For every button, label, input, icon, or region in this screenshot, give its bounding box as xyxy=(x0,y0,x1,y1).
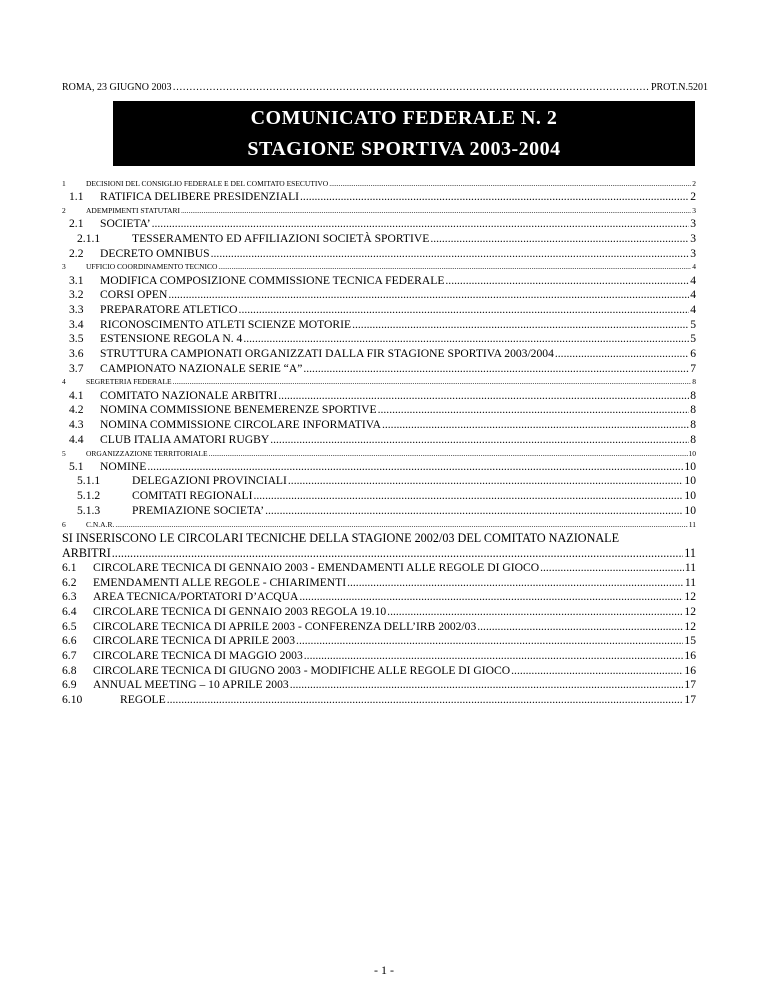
toc-entry[interactable] xyxy=(62,332,696,347)
toc-entry-number: 6.2 xyxy=(62,575,77,589)
toc-dot-leader xyxy=(288,474,684,488)
toc-entry[interactable] xyxy=(62,347,696,362)
toc-entry-label: ORGANIZZAZIONE TERRITORIALE xyxy=(86,448,208,458)
header-dot-leader xyxy=(172,82,650,93)
toc-entry[interactable] xyxy=(62,489,696,504)
toc-entry[interactable] xyxy=(62,561,696,576)
toc-entry-number: 3.6 xyxy=(69,347,84,361)
toc-entry[interactable] xyxy=(62,318,696,333)
toc-entry-page: 4 xyxy=(690,288,696,302)
toc-entry[interactable] xyxy=(62,693,696,708)
toc-entry-wrapped[interactable] xyxy=(62,531,696,561)
toc-entry-page: 8 xyxy=(690,432,696,446)
toc-entry-page: 11 xyxy=(684,545,696,560)
toc-dot-leader xyxy=(347,576,684,590)
toc-entry-label: PREPARATORE ATLETICO xyxy=(100,303,238,317)
toc-entry-page: 8 xyxy=(692,377,696,387)
toc-entry[interactable] xyxy=(62,590,696,605)
toc-entry[interactable] xyxy=(62,303,696,318)
toc-entry-label: C.N.A.R. xyxy=(86,519,115,529)
toc-entry-page: 10 xyxy=(684,474,696,488)
toc-entry-label: CIRCOLARE TECNICA DI GENNAIO 2003 REGOLA 19.10 xyxy=(93,604,387,618)
toc-entry[interactable] xyxy=(62,448,696,460)
toc-entry-label: DECISIONI DEL CONSIGLIO FEDERALE E DEL COMITATO ESECUTIVO xyxy=(86,179,329,188)
toc-entry-page: 11 xyxy=(684,560,696,574)
toc-dot-leader xyxy=(304,649,684,663)
toc-entry-label: DECRETO OMNIBUS xyxy=(100,246,210,260)
toc-entry-label: ANNUAL MEETING – 10 APRILE 2003 xyxy=(93,678,289,692)
toc-dot-leader xyxy=(303,362,689,376)
toc-entry-number: 6.8 xyxy=(62,663,77,677)
toc-entry-page: 5 xyxy=(690,332,696,346)
toc-entry-label: CORSI OPEN xyxy=(100,288,168,302)
toc-entry-number: 6.9 xyxy=(62,678,77,692)
toc-entry-page: 10 xyxy=(688,448,696,458)
toc-dot-leader xyxy=(296,634,683,648)
toc-entry-label: REGOLE xyxy=(120,693,166,707)
toc-entry-label: RATIFICA DELIBERE PRESIDENZIALI xyxy=(100,190,300,204)
toc-dot-leader xyxy=(168,288,689,302)
toc-entry[interactable] xyxy=(62,178,696,190)
toc-entry[interactable] xyxy=(62,418,696,433)
toc-entry-label: SOCIETA’ xyxy=(100,217,151,231)
toc-entry-number: 3.7 xyxy=(69,361,84,375)
toc-dot-leader xyxy=(265,504,683,518)
toc-dot-leader xyxy=(239,303,690,317)
toc-entry-page: 11 xyxy=(688,519,696,529)
toc-entry[interactable] xyxy=(62,433,696,448)
season-subtitle: STAGIONE SPORTIVA 2003-2004 xyxy=(247,138,561,160)
toc-entry[interactable] xyxy=(62,620,696,635)
toc-entry-label: DELEGAZIONI PROVINCIALI xyxy=(132,474,287,488)
toc-dot-leader xyxy=(218,261,691,273)
toc-entry-page: 17 xyxy=(684,693,696,707)
toc-dot-leader xyxy=(555,347,689,361)
toc-entry-number: 5.1.2 xyxy=(77,489,101,503)
toc-entry-number: 5.1.1 xyxy=(77,474,101,488)
toc-entry-number: 6.10 xyxy=(62,693,83,707)
toc-entry-page: 3 xyxy=(690,217,696,231)
toc-entry-page: 12 xyxy=(684,590,696,604)
toc-entry[interactable] xyxy=(62,232,696,247)
toc-dot-leader xyxy=(147,460,683,474)
toc-entry-label: CIRCOLARE TECNICA DI APRILE 2003 - CONFERENZA DELL’IRB 2002/03 xyxy=(93,619,477,633)
toc-entry-number: 2.2 xyxy=(69,246,84,260)
toc-entry-label: MODIFICA COMPOSIZIONE COMMISSIONE TECNICA FEDERALE xyxy=(100,273,445,287)
toc-entry[interactable] xyxy=(62,634,696,649)
toc-entry-page: 4 xyxy=(692,262,696,272)
toc-entry-page: 16 xyxy=(684,663,696,677)
toc-entry-page: 10 xyxy=(684,489,696,503)
toc-entry-page: 8 xyxy=(690,418,696,432)
toc-entry-label: NOMINA COMMISSIONE BENEMERENZE SPORTIVE xyxy=(100,403,377,417)
toc-entry[interactable] xyxy=(62,403,696,418)
toc-entry-page: 4 xyxy=(690,303,696,317)
toc-entry-label-continued: ARBITRI xyxy=(62,545,111,560)
toc-entry-page: 17 xyxy=(684,678,696,692)
page-number: - 1 - xyxy=(374,963,394,977)
toc-dot-leader xyxy=(387,605,683,619)
toc-entry[interactable] xyxy=(62,205,696,217)
toc-dot-leader xyxy=(430,232,689,246)
toc-entry-page: 7 xyxy=(690,361,696,375)
toc-dot-leader xyxy=(540,561,684,575)
toc-dot-leader xyxy=(243,332,689,346)
toc-entry[interactable] xyxy=(62,274,696,289)
table-of-contents xyxy=(62,178,696,708)
toc-dot-leader xyxy=(445,274,689,288)
toc-dot-leader xyxy=(299,590,683,604)
toc-dot-leader xyxy=(382,418,689,432)
toc-entry-page: 8 xyxy=(690,403,696,417)
toc-entry-label: TESSERAMENTO ED AFFILIAZIONI SOCIETÀ SPORTIVE xyxy=(132,231,430,245)
toc-entry-number: 6 xyxy=(62,519,66,529)
toc-entry-page: 10 xyxy=(684,503,696,517)
document-title: COMUNICATO FEDERALE N. 2 xyxy=(250,107,558,129)
toc-entry-label: ESTENSIONE REGOLA N. 4 xyxy=(100,332,243,346)
toc-entry[interactable] xyxy=(62,678,696,693)
toc-entry-number: 1.1 xyxy=(69,190,84,204)
toc-entry[interactable] xyxy=(62,376,696,388)
toc-dot-leader xyxy=(253,489,683,503)
toc-entry-number: 4.3 xyxy=(69,418,84,432)
toc-entry-number: 5 xyxy=(62,448,66,458)
toc-entry-number: 5.1.3 xyxy=(77,503,101,517)
toc-entry-number: 6.4 xyxy=(62,604,77,618)
toc-entry-number: 2.1.1 xyxy=(77,231,101,245)
toc-entry[interactable] xyxy=(62,605,696,620)
toc-entry-label: SEGRETERIA FEDERALE xyxy=(86,377,172,387)
toc-dot-leader xyxy=(112,546,684,561)
toc-entry-page: 12 xyxy=(684,619,696,633)
toc-dot-leader xyxy=(211,247,690,261)
toc-entry-number: 3 xyxy=(62,262,66,272)
toc-entry-page: 2 xyxy=(690,190,696,204)
toc-entry-label: AREA TECNICA/PORTATORI D’ACQUA xyxy=(93,590,299,604)
toc-entry-label: NOMINE xyxy=(100,459,147,473)
toc-entry[interactable] xyxy=(62,474,696,489)
toc-dot-leader xyxy=(270,433,689,447)
toc-entry-page: 11 xyxy=(684,575,696,589)
toc-entry-label: RICONOSCIMENTO ATLETI SCIENZE MOTORIE xyxy=(100,317,352,331)
toc-entry[interactable] xyxy=(62,190,696,205)
header-date: ROMA, 23 GIUGNO 2003 xyxy=(62,82,172,93)
toc-dot-leader xyxy=(278,389,689,403)
toc-entry-label: CIRCOLARE TECNICA DI GIUGNO 2003 - MODIFICHE ALLE REGOLE DI GIOCO xyxy=(93,663,511,677)
toc-entry-page: 2 xyxy=(692,179,696,188)
toc-dot-leader xyxy=(477,620,683,634)
toc-entry-number: 3.1 xyxy=(69,273,84,287)
toc-dot-leader xyxy=(300,190,689,204)
toc-entry-number: 4.1 xyxy=(69,388,84,402)
toc-dot-leader xyxy=(115,519,687,531)
toc-entry-number: 4.4 xyxy=(69,432,84,446)
toc-entry-page: 3 xyxy=(692,205,696,215)
toc-entry-page: 3 xyxy=(690,246,696,260)
toc-entry-label: CAMPIONATO NAZIONALE SERIE “A” xyxy=(100,361,303,375)
toc-entry-number: 3.2 xyxy=(69,288,84,302)
toc-entry-label: PREMIAZIONE SOCIETA’ xyxy=(132,503,265,517)
toc-entry-number: 6.7 xyxy=(62,648,77,662)
toc-entry-number: 5.1 xyxy=(69,459,84,473)
toc-entry[interactable] xyxy=(62,460,696,475)
toc-entry-number: 3.4 xyxy=(69,317,84,331)
toc-entry-page: 12 xyxy=(684,604,696,618)
toc-entry-label: COMITATO NAZIONALE ARBITRI xyxy=(100,388,278,402)
toc-entry-label: NOMINA COMMISSIONE CIRCOLARE INFORMATIVA xyxy=(100,418,381,432)
toc-entry-label: CLUB ITALIA AMATORI RUGBY xyxy=(100,432,270,446)
toc-entry-label: CIRCOLARE TECNICA DI APRILE 2003 xyxy=(93,634,296,648)
toc-entry-number: 2 xyxy=(62,205,66,215)
toc-entry-number: 6.6 xyxy=(62,634,77,648)
toc-dot-leader xyxy=(352,318,689,332)
toc-entry[interactable] xyxy=(62,261,696,273)
toc-entry-number: 3.3 xyxy=(69,303,84,317)
toc-entry-label: UFFICIO COORDINAMENTO TECNICO xyxy=(86,262,218,272)
toc-entry[interactable] xyxy=(62,519,696,531)
toc-entry[interactable] xyxy=(62,288,696,303)
toc-entry-label: ADEMPIMENTI STATUTARI xyxy=(86,205,181,215)
toc-entry-page: 16 xyxy=(684,648,696,662)
toc-entry[interactable] xyxy=(62,664,696,679)
toc-entry-number: 2.1 xyxy=(69,217,84,231)
toc-dot-leader xyxy=(173,376,692,388)
toc-dot-leader xyxy=(152,217,690,231)
toc-entry-page: 8 xyxy=(690,388,696,402)
toc-entry-number: 1 xyxy=(62,179,66,188)
toc-entry[interactable] xyxy=(62,389,696,404)
toc-entry-label: CIRCOLARE TECNICA DI MAGGIO 2003 xyxy=(93,648,303,662)
toc-entry[interactable] xyxy=(62,576,696,591)
toc-entry-number: 4 xyxy=(62,377,66,387)
toc-dot-leader xyxy=(511,664,683,678)
toc-entry-number: 6.5 xyxy=(62,619,77,633)
toc-entry-label: CIRCOLARE TECNICA DI GENNAIO 2003 - EMENDAMENTI ALLE REGOLE DI GIOCO xyxy=(93,560,540,574)
toc-entry[interactable] xyxy=(62,217,696,232)
toc-entry-page: 3 xyxy=(690,231,696,245)
toc-dot-leader xyxy=(209,448,688,460)
toc-entry-number: 4.2 xyxy=(69,403,84,417)
toc-entry-number: 3.5 xyxy=(69,332,84,346)
toc-entry-page: 4 xyxy=(690,273,696,287)
toc-entry-page: 10 xyxy=(684,459,696,473)
toc-dot-leader xyxy=(181,205,691,217)
toc-entry-label: COMITATI REGIONALI xyxy=(132,489,253,503)
toc-entry[interactable] xyxy=(62,247,696,262)
toc-entry-label: STRUTTURA CAMPIONATI ORGANIZZATI DALLA FIR STAGIONE SPORTIVA 2003/2004 xyxy=(100,347,554,361)
toc-dot-leader xyxy=(167,693,684,707)
toc-entry-number: 6.1 xyxy=(62,560,77,574)
toc-entry-number: 6.3 xyxy=(62,590,77,604)
toc-entry-page: 15 xyxy=(684,634,696,648)
toc-entry-label: SI INSERISCONO LE CIRCOLARI TECNICHE DELLA STAGIONE 2002/03 DEL COMITATO NAZIONALE xyxy=(62,530,620,545)
title-banner xyxy=(113,101,695,166)
toc-entry-label: EMENDAMENTI ALLE REGOLE - CHIARIMENTI xyxy=(93,575,347,589)
toc-entry-page: 5 xyxy=(690,317,696,331)
header-protocol: PROT.N.5201 xyxy=(650,82,708,93)
toc-entry[interactable] xyxy=(62,504,696,519)
toc-entry-page: 6 xyxy=(690,347,696,361)
toc-dot-leader xyxy=(378,403,690,417)
toc-dot-leader xyxy=(290,678,684,692)
toc-entry[interactable] xyxy=(62,362,696,377)
toc-entry[interactable] xyxy=(62,649,696,664)
toc-dot-leader xyxy=(329,178,691,190)
header-line xyxy=(62,82,708,93)
